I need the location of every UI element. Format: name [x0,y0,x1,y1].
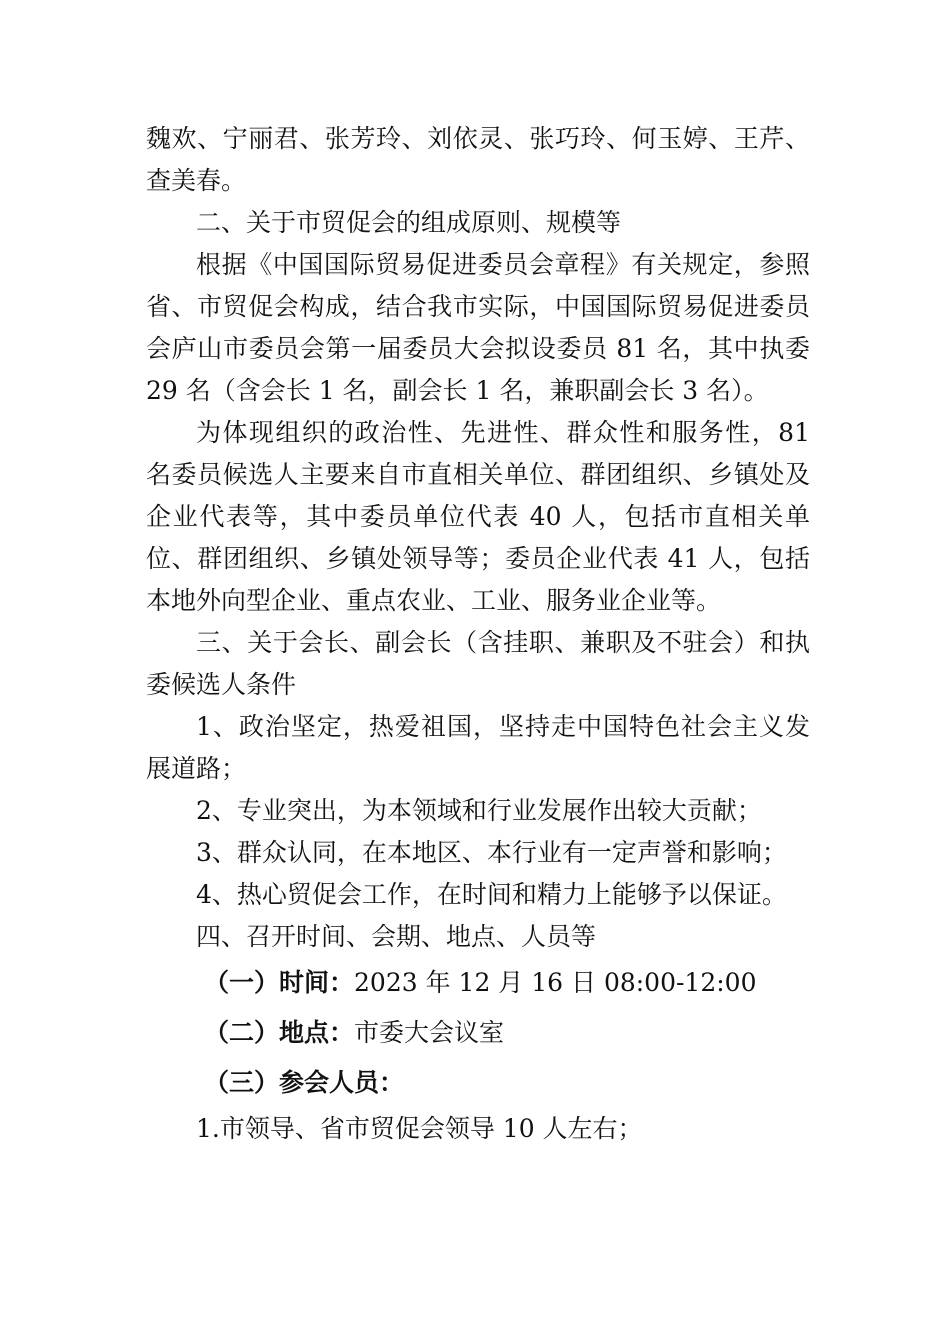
condition-1: 1、政治坚定，热爱祖国，坚持走中国特色社会主义发展道路； [146,712,810,783]
meeting-place [146,1008,810,1058]
paragraph-representatives: 为体现组织的政治性、先进性、群众性和服务性，81 名委员候选人主要来自市直相关单位、群团组织、乡镇处及企业代表等，其中委员单位代表 40 人，包括市直相关单位、群团组织、乡镇处领导等；委员企业代表 41 人，包括本地外向型企业、重点农业、工业、服务业企业等。 [146,418,810,615]
document-page [146,118,810,1150]
condition-2: 2、专业突出，为本领域和行业发展作出较大贡献； [196,796,762,825]
meeting-place-label: （二）地点： [204,1018,355,1047]
meeting-time [146,958,810,1008]
paragraph-name-list: 魏欢、宁丽君、张芳玲、刘依灵、张巧玲、何玉婷、王芹、查美春。 [146,124,810,195]
meeting-attendees [146,1058,810,1108]
attendee-item-1: 1.市领导、省市贸促会领导 10 人左右； [196,1114,643,1143]
paragraph-composition: 根据《中国国际贸易促进委员会章程》有关规定，参照省、市贸促会构成，结合我市实际，中国国际贸易促进委员会庐山市委员会第一届委员大会拟设委员 81 名，其中执委 29 名（含会长 1 名，副会长 1 名，兼职副会长 3 名）。 [146,250,810,405]
heading-section-4: 四、召开时间、会期、地点、人员等 [196,922,597,951]
heading-section-2: 二、关于市贸促会的组成原则、规模等 [196,208,622,237]
condition-4: 4、热心贸促会工作，在时间和精力上能够予以保证。 [196,880,787,909]
meeting-time-label: （一）时间： [204,968,355,997]
meeting-time-value: 2023 年 12 月 16 日 08:00-12:00 [354,968,757,997]
condition-3: 3、群众认同，在本地区、本行业有一定声誉和影响； [196,838,787,867]
meeting-attendees-label: （三）参会人员： [204,1068,405,1097]
heading-section-3: 三、关于会长、副会长（含挂职、兼职及不驻会）和执委候选人条件 [146,628,810,699]
meeting-place-value: 市委大会议室 [354,1018,505,1047]
